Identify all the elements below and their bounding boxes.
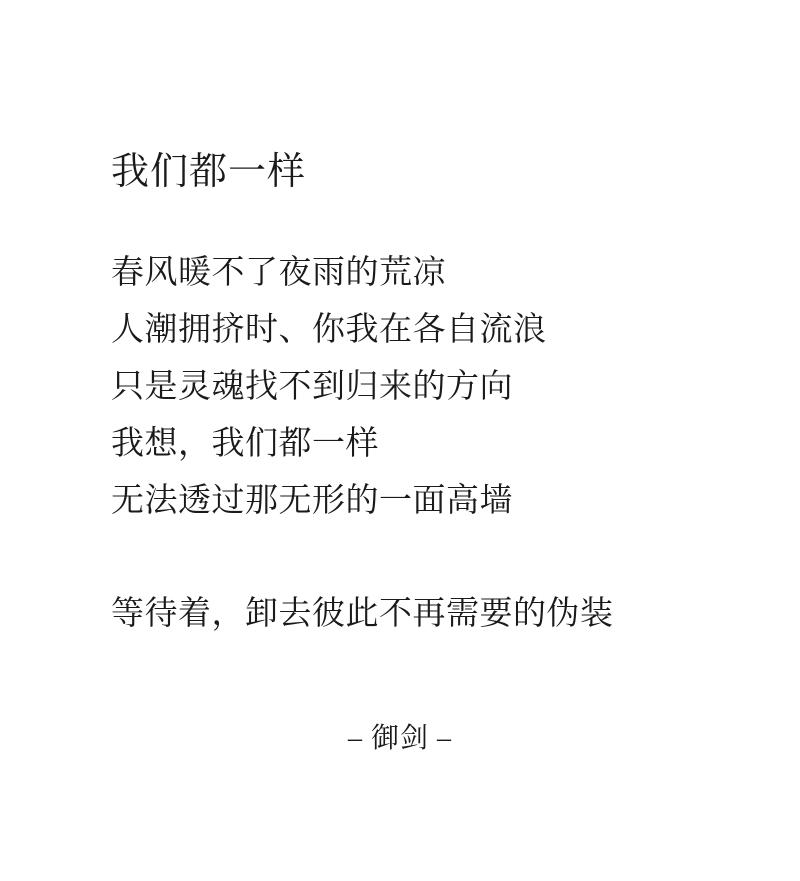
poem-line: 人潮拥挤时、你我在各自流浪 <box>111 312 547 348</box>
poem-title: 我们都一样 <box>111 151 307 193</box>
poem-stanza-2 <box>111 586 614 643</box>
poem-stanza-1 <box>111 245 547 530</box>
poem-line: 无法透过那无形的一面高墙 <box>111 483 513 519</box>
poem-attribution: – 御剑 – <box>347 723 452 754</box>
poem-line: 等待着，卸去彼此不再需要的伪装 <box>111 596 614 632</box>
poem-line: 我想，我们都一样 <box>111 426 379 462</box>
poem-line: 春风暖不了夜雨的荒凉 <box>111 255 446 291</box>
poem-line: 只是灵魂找不到归来的方向 <box>111 369 513 405</box>
